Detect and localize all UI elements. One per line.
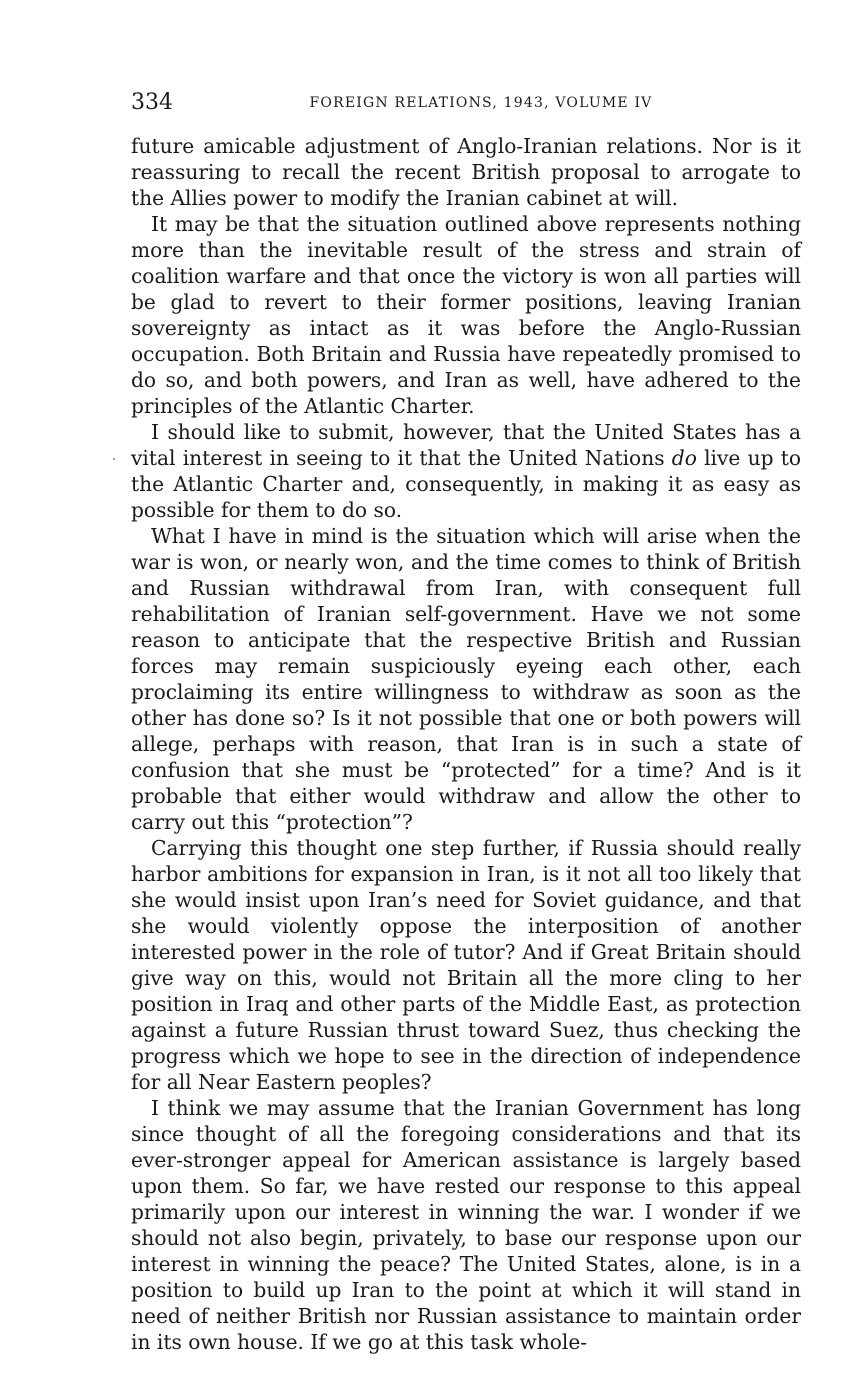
paragraph: What I have in mind is the situation which will arise when the war is won, or nearly won, and the time comes to think of British and Russian withdrawal from Iran, with consequent full rehabilitation of Iranian self-government. Have we not some reason to anticipate that the respective British and Russian forces may remain suspiciously eyeing each other, each proclaiming its entire willingness to withdraw as soon as the other has done so? Is it not possible that one or both powers will allege, perhaps with reason, that Iran is in such a state of confusion that she must be “protected” for a time? And is it probable that either would withdraw and allow the other to carry out this “protection”? [131, 524, 801, 834]
page-number: 334 [131, 90, 173, 115]
paragraph [131, 419, 801, 523]
emphasis-text: do [671, 446, 697, 470]
document-body [131, 133, 801, 1355]
paragraph: I think we may assume that the Iranian Government has long since thought of all the foregoing considerations and that its ever-stronger appeal for American assistance is largely based upon them. So far, we have rested our response to this appeal primarily upon our interest in winning the war. I wonder if we should not also begin, privately, to base our response upon our interest in winning the peace? The United States, alone, is in a position to build up Iran to the point at which it will stand in need of neither British nor Russian assistance to maintain order in its own house. If we go at this task whole- [131, 1096, 801, 1354]
paragraph: It may be that the situation outlined above represents nothing more than the inevitable result of the stress and strain of coalition warfare and that once the victory is won all parties will be glad to revert to their former positions, leaving Iranian sovereignty as intact as it was before the Anglo-Russian occupation. Both Britain and Russia have repeatedly promised to do so, and both powers, and Iran as well, have adhered to the principles of the Atlantic Charter. [131, 212, 801, 418]
paragraph-text: live up to the Atlantic Charter and, consequently, in making it as easy as possible for them to do so. [131, 446, 801, 522]
paragraph: Carrying this thought one step further, if Russia should really harbor ambitions for expansion in Iran, is it not all too likely that she would insist upon Iran’s need for Soviet guidance, and that she would violently oppose the interposition of another interested power in the role of tutor? And if Great Britain should give way on this, would not Britain all the more cling to her position in Iraq and other parts of the Middle East, as protection against a future Russian thrust toward Suez, thus checking the progress which we hope to see in the direction of independence for all Near Eastern peoples? [131, 836, 801, 1094]
page-header [131, 88, 801, 120]
paragraph: future amicable adjustment of Anglo-Iranian relations. Nor is it reassuring to recall the recent British proposal to arrogate to the Allies power to modify the Iranian cabinet at will. [131, 134, 801, 210]
running-head: FOREIGN RELATIONS, 1943, VOLUME IV [309, 95, 653, 111]
margin-speck [113, 458, 115, 460]
paragraph-text: I should like to submit, however, that the United States has a vital interest in seeing to it that the United Nations [131, 420, 801, 470]
